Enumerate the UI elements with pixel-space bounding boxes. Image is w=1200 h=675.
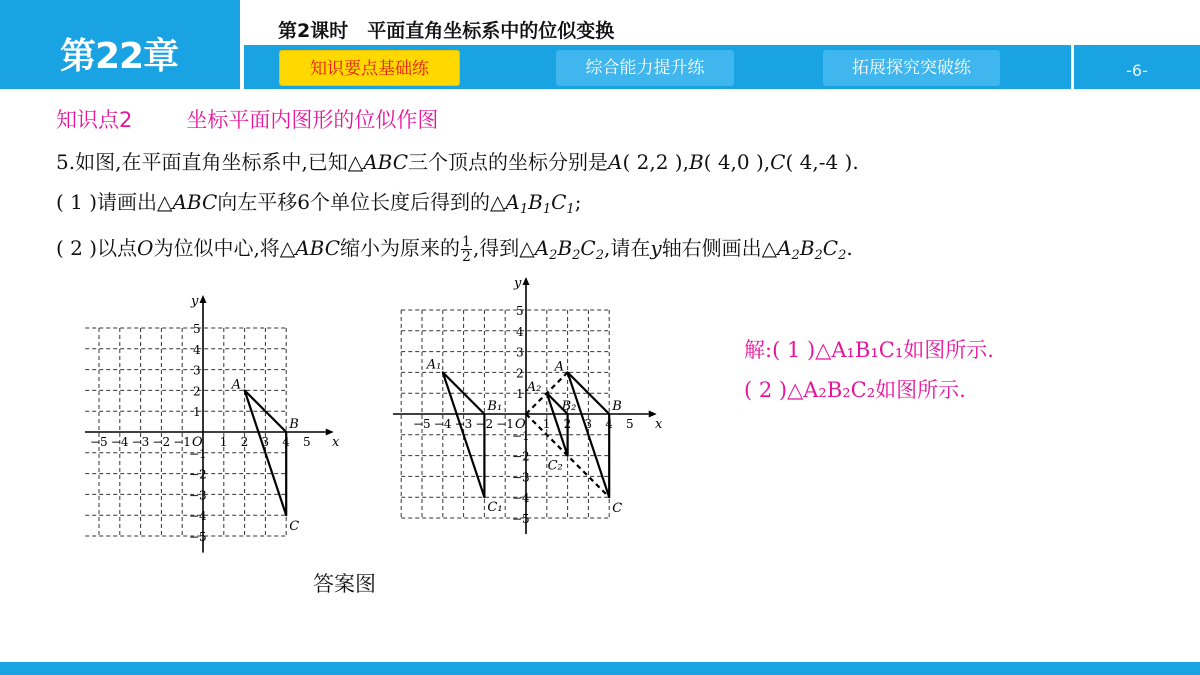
knowledge-point-heading bbox=[56, 104, 438, 134]
chapter-label: 第22章 bbox=[60, 36, 179, 77]
y-tick-label: −3 bbox=[189, 488, 207, 503]
y-tick-label: 1 bbox=[516, 387, 524, 402]
y-tick-label: −1 bbox=[512, 428, 530, 443]
x-tick-label: −4 bbox=[433, 417, 452, 431]
coordinate-value: ( 4,0 ), bbox=[703, 150, 771, 174]
y-tick-label: −3 bbox=[512, 470, 530, 485]
question-text: ,得到△ bbox=[472, 236, 535, 260]
x-axis-label: x bbox=[331, 435, 340, 450]
y-tick-label: −4 bbox=[189, 509, 207, 524]
y-axis-label: y bbox=[514, 276, 522, 292]
y-tick-label: 1 bbox=[193, 405, 201, 420]
y-axis-label: y bbox=[191, 294, 199, 310]
x-tick-label: −5 bbox=[90, 435, 108, 449]
point-label: A bbox=[554, 359, 564, 375]
x-tick-label: −3 bbox=[131, 435, 150, 449]
x-tick-label: 4 bbox=[282, 435, 290, 449]
y-tick-label: −2 bbox=[512, 449, 530, 464]
point-label: A₁ bbox=[426, 357, 442, 373]
page-number: -6- bbox=[1126, 61, 1148, 80]
point-label: A bbox=[231, 377, 241, 393]
question-line bbox=[56, 146, 859, 175]
question-text: ,请在 bbox=[604, 236, 651, 260]
point-label: B bbox=[612, 399, 622, 414]
y-tick-label: 2 bbox=[516, 366, 524, 381]
x-tick-label: 3 bbox=[584, 417, 593, 431]
answer-part-1: 解:( 1 )△A₁B₁C₁如图所示. bbox=[744, 338, 994, 362]
fraction-one-half: $\frac{1}{2}$ bbox=[462, 234, 471, 265]
question-text: 向左平移6个单位长度后得到的△ bbox=[217, 190, 506, 214]
y-tick-label: 3 bbox=[193, 363, 201, 378]
x-tick-label: 2 bbox=[240, 435, 249, 449]
axes bbox=[393, 276, 663, 534]
origin-label: O bbox=[192, 435, 203, 450]
knowledge-point-title: 坐标平面内图形的位似作图 bbox=[186, 108, 439, 132]
y-tick-label: −5 bbox=[512, 512, 530, 526]
x-tick-label: −1 bbox=[173, 435, 191, 449]
x-tick-label: 5 bbox=[303, 435, 311, 449]
coordinate-value: ( 2,2 ), bbox=[622, 150, 689, 174]
x-tick-label: 3 bbox=[261, 435, 270, 449]
tab-basic-practice[interactable]: 知识要点基础练 bbox=[279, 50, 460, 86]
y-axis-arrow bbox=[523, 277, 530, 285]
x-tick-label: 1 bbox=[219, 435, 228, 449]
point-label: C bbox=[289, 519, 300, 535]
y-tick-label: 5 bbox=[516, 304, 524, 318]
y-tick-label: −2 bbox=[189, 467, 207, 482]
point-label: C bbox=[770, 150, 786, 174]
x-tick-label: 1 bbox=[542, 417, 551, 431]
x-tick-label: 4 bbox=[605, 417, 613, 431]
x-tick-label: −1 bbox=[496, 417, 514, 431]
question-part-2: ( 2 )以点O为位似中心,将△ABC缩小为原来的 $\frac{1}{2}$ ,得到$\triangle A_2B_2C_2$,请在y轴右侧画出$\triangle A_2B_2C_2$. bbox=[56, 234, 853, 265]
question-text: ( 2 )以点 bbox=[56, 236, 138, 260]
y-tick-label: 3 bbox=[516, 345, 524, 360]
y-tick-label: 4 bbox=[516, 324, 524, 339]
y-tick-label: −1 bbox=[189, 446, 207, 461]
point-label: C₂ bbox=[547, 458, 563, 474]
x-axis-label: x bbox=[654, 417, 663, 432]
x-tick-label: 5 bbox=[626, 417, 634, 431]
y-tick-label: 5 bbox=[193, 322, 201, 336]
question-text: 缩小为原来的 bbox=[340, 236, 461, 260]
question-text: 为位似中心,将△ bbox=[153, 236, 296, 260]
x-tick-label: −2 bbox=[152, 435, 171, 449]
knowledge-point-label: 知识点2 bbox=[56, 108, 133, 132]
lesson-title: 第2课时 平面直角坐标系中的位似变换 bbox=[278, 20, 615, 42]
question-text: 5.如图,在平面直角坐标系中,已知△ bbox=[56, 150, 364, 174]
point-label: B₁ bbox=[487, 399, 503, 414]
chapter-box bbox=[0, 0, 240, 89]
point-label: B bbox=[688, 150, 704, 174]
axes bbox=[85, 294, 340, 553]
point-label: C₁ bbox=[487, 500, 503, 516]
x-tick-label: −2 bbox=[475, 417, 494, 431]
coordinate-value: ( 4,-4 ). bbox=[785, 150, 859, 174]
axis-label: y bbox=[650, 236, 662, 260]
point-label: A bbox=[608, 150, 623, 174]
figure-caption: 答案图 bbox=[313, 572, 376, 596]
y-tick-label: 4 bbox=[193, 342, 201, 357]
triangle-name: ABC bbox=[295, 236, 341, 260]
bottom-bar bbox=[0, 662, 1200, 675]
coordinate-figure-left bbox=[85, 280, 365, 560]
y-axis-arrow bbox=[200, 295, 207, 303]
triangle-name-a2b2c2: $A_2B_2C_2$ bbox=[534, 236, 605, 263]
question-text: 轴右侧画出△ bbox=[661, 236, 778, 260]
point-label: A₂ bbox=[526, 380, 542, 396]
y-tick-label: −5 bbox=[189, 530, 207, 544]
y-tick-label: −4 bbox=[512, 491, 530, 506]
point-label: B bbox=[289, 417, 299, 432]
x-tick-label: 2 bbox=[563, 417, 572, 431]
point-label: B₂ bbox=[561, 399, 577, 414]
triangle-name: ABC bbox=[172, 190, 218, 214]
triangle-name-a1b1c1: $A_1B_1C_1$ bbox=[505, 190, 575, 217]
x-tick-label: −5 bbox=[413, 417, 431, 431]
point-label: O bbox=[137, 236, 154, 260]
y-tick-label: 2 bbox=[193, 384, 201, 399]
x-tick-label: −3 bbox=[454, 417, 473, 431]
tab-comprehensive-practice[interactable]: 综合能力提升练 bbox=[556, 50, 734, 86]
question-text: 三个顶点的坐标分别是 bbox=[408, 150, 609, 174]
question-text: ( 1 )请画出△ bbox=[56, 190, 173, 214]
triangle-name-a2b2c2: $A_2B_2C_2$ bbox=[777, 236, 847, 263]
coordinate-figure-right bbox=[393, 262, 665, 534]
point-label: C bbox=[612, 501, 623, 517]
tab-extension-practice[interactable]: 拓展探究突破练 bbox=[823, 50, 1000, 86]
x-tick-label: −4 bbox=[110, 435, 129, 449]
answer-part-2: ( 2 )△A₂B₂C₂如图所示. bbox=[744, 378, 966, 402]
question-part-1: ( 1 )请画出△ABC向左平移6个单位长度后得到的$\triangle A_1B_1C_1$; bbox=[56, 190, 582, 217]
triangle-name: ABC bbox=[363, 150, 409, 174]
page-number-box bbox=[1071, 45, 1200, 89]
origin-label: O bbox=[515, 417, 526, 432]
